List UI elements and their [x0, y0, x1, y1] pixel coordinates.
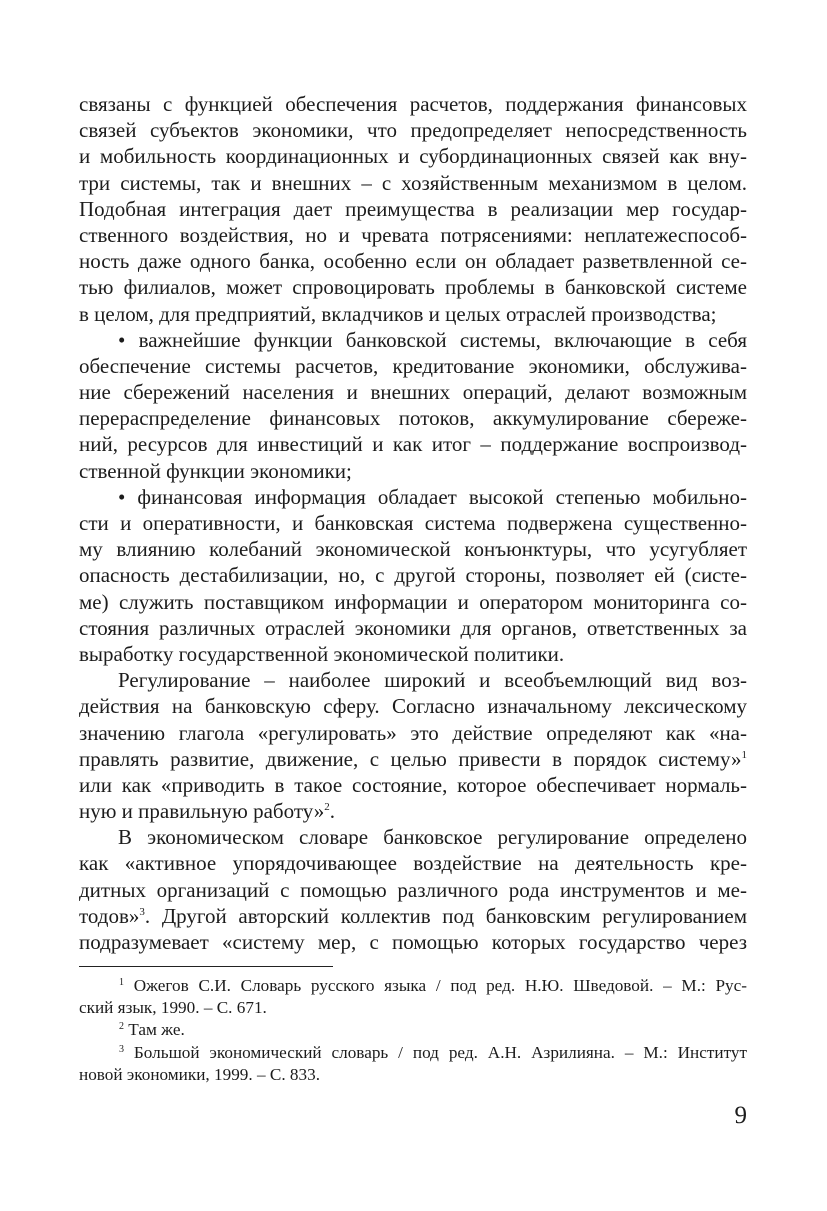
line-text: Подобная интеграция дает преимущества в реализации мер государ- [79, 196, 747, 221]
text-line [79, 274, 747, 300]
text-line [79, 589, 747, 615]
text-line [79, 641, 747, 667]
footnote-text: Ожегов С.И. Словарь русского языка / под ред. Н.Ю. Шведовой. – М.: Рус- [124, 976, 747, 995]
text-line [79, 772, 747, 798]
line-text: Регулирование – наиболее широкий и всеобъемлющий вид воз- [118, 668, 747, 693]
text-line [79, 536, 747, 562]
text-line [79, 170, 747, 196]
line-text: ние сбережений населения и внешних операций, делают возможным [79, 380, 747, 405]
main-text [79, 91, 747, 955]
line-text: ность даже одного банка, особенно если он обладает разветвленной се- [79, 249, 747, 274]
text-line [79, 196, 747, 222]
footnote-number: 2 [119, 1021, 124, 1033]
line-text: как «активное упорядочивающее воздействие на деятельность кре- [79, 851, 747, 876]
text-line [79, 301, 747, 327]
footnote-line [79, 1019, 747, 1041]
text-line [79, 248, 747, 274]
line-text: му влиянию колебаний экономической конъюнктуры, что усугубляет [79, 537, 747, 562]
line-text: тью филиалов, может спровоцировать проблемы в банковской системе [79, 275, 747, 300]
line-text: сти и оперативности, и банковская система подвержена существенно- [79, 511, 747, 535]
footnote-text: ский язык, 1990. – С. 671. [79, 998, 267, 1018]
line-text: обеспечение системы расчетов, кредитование экономики, обслужива- [79, 353, 747, 378]
text-line [79, 117, 747, 143]
line-text: В экономическом словаре банковское регулирование определено [118, 825, 747, 850]
line-text: выработку государственной экономической политики. [79, 641, 565, 666]
line-text: дитных организаций с помощью различного рода инструментов и ме- [79, 877, 747, 902]
line-text: ную и правильную работу» [79, 799, 325, 824]
text-line [79, 615, 747, 641]
line-text: подразумевает «систему мер, с помощью которых государство через [79, 930, 747, 954]
footnote-line [79, 997, 747, 1019]
footnotes [79, 975, 747, 1086]
line-text: в целом, для предприятий, вкладчиков и целых отраслей производства; [79, 301, 717, 326]
line-text: или как «приводить в такое состояние, которое обеспечивает нормаль- [79, 772, 747, 797]
text-line [79, 667, 747, 693]
text-line [79, 510, 747, 536]
text-line [79, 327, 747, 353]
line-text-after: . [329, 799, 336, 824]
line-text: ме) служить поставщиком информации и оператором мониторинга со- [79, 589, 747, 614]
line-text: правлять развитие, движение, с целью привести в порядок систему» [79, 746, 742, 771]
text-line [79, 484, 747, 510]
line-text: и мобильность координационных и субординационных связей как вну- [79, 144, 747, 169]
text-line [79, 693, 747, 719]
line-text: стояния различных отраслей экономики для органов, ответственных за [79, 615, 747, 640]
text-line [79, 929, 747, 955]
text-line [79, 379, 747, 405]
line-text: опасность дестабилизации, но, с другой стороны, позволяет ей (систе- [79, 563, 747, 588]
line-text: • финансовая информация обладает высокой степенью мобильно- [118, 484, 747, 509]
footnote-text: новой экономики, 1999. – С. 833. [79, 1064, 321, 1084]
text-line [79, 562, 747, 588]
line-text-after: . Другой авторский коллектив под банковским регулированием [144, 903, 747, 928]
line-text: ственного воздействия, но и чревата потрясениями: неплатежеспособ- [79, 222, 747, 247]
line-text: связаны с функцией обеспечения расчетов, поддержания финансовых [79, 92, 747, 116]
page-number: 9 [734, 1102, 747, 1129]
line-text: действия на банковскую сферу. Согласно изначальному лексическому [79, 694, 747, 719]
text-line [79, 431, 747, 457]
line-text: • важнейшие функции банковской системы, включающие в себя [118, 327, 747, 352]
line-text: перераспределение финансовых потоков, аккумулирование сбереже- [79, 406, 747, 431]
text-line [79, 222, 747, 248]
text-line [79, 405, 747, 431]
footnote-number: 3 [119, 1043, 124, 1055]
footnote-text: Там же. [124, 1020, 185, 1040]
line-text: ственной функции экономики; [79, 458, 352, 483]
text-line [79, 850, 747, 876]
text-line [79, 91, 747, 117]
text-line [79, 746, 747, 772]
line-text: тодов» [79, 903, 140, 928]
text-line [79, 353, 747, 379]
footnote-line [79, 1064, 747, 1086]
footnote-line [79, 975, 747, 997]
footnote-ref: 3 [139, 905, 145, 918]
footnote-ref: 2 [324, 801, 330, 814]
line-text: три системы, так и внешних – с хозяйственным механизмом в целом. [79, 170, 747, 195]
line-text: значению глагола «регулировать» это действие определяют как «на- [79, 720, 747, 745]
text-line [79, 143, 747, 169]
line-text: ний, ресурсов для инвестиций и как итог – поддержание воспроизвод- [79, 432, 747, 457]
footnote-number: 1 [119, 977, 124, 988]
text-line [79, 458, 747, 484]
footnote-text: Большой экономический словарь / под ред. А.Н. Азрилияна. – М.: Институт [124, 1042, 747, 1062]
footnote-line [79, 1042, 747, 1064]
text-line [79, 798, 747, 824]
text-line [79, 877, 747, 903]
footnote-separator [79, 966, 333, 967]
text-line [79, 824, 747, 850]
text-line [79, 720, 747, 746]
footnote-ref: 1 [741, 748, 747, 761]
text-line [79, 903, 747, 929]
line-text: связей субъектов экономики, что предопределяет непосредственность [79, 118, 747, 143]
